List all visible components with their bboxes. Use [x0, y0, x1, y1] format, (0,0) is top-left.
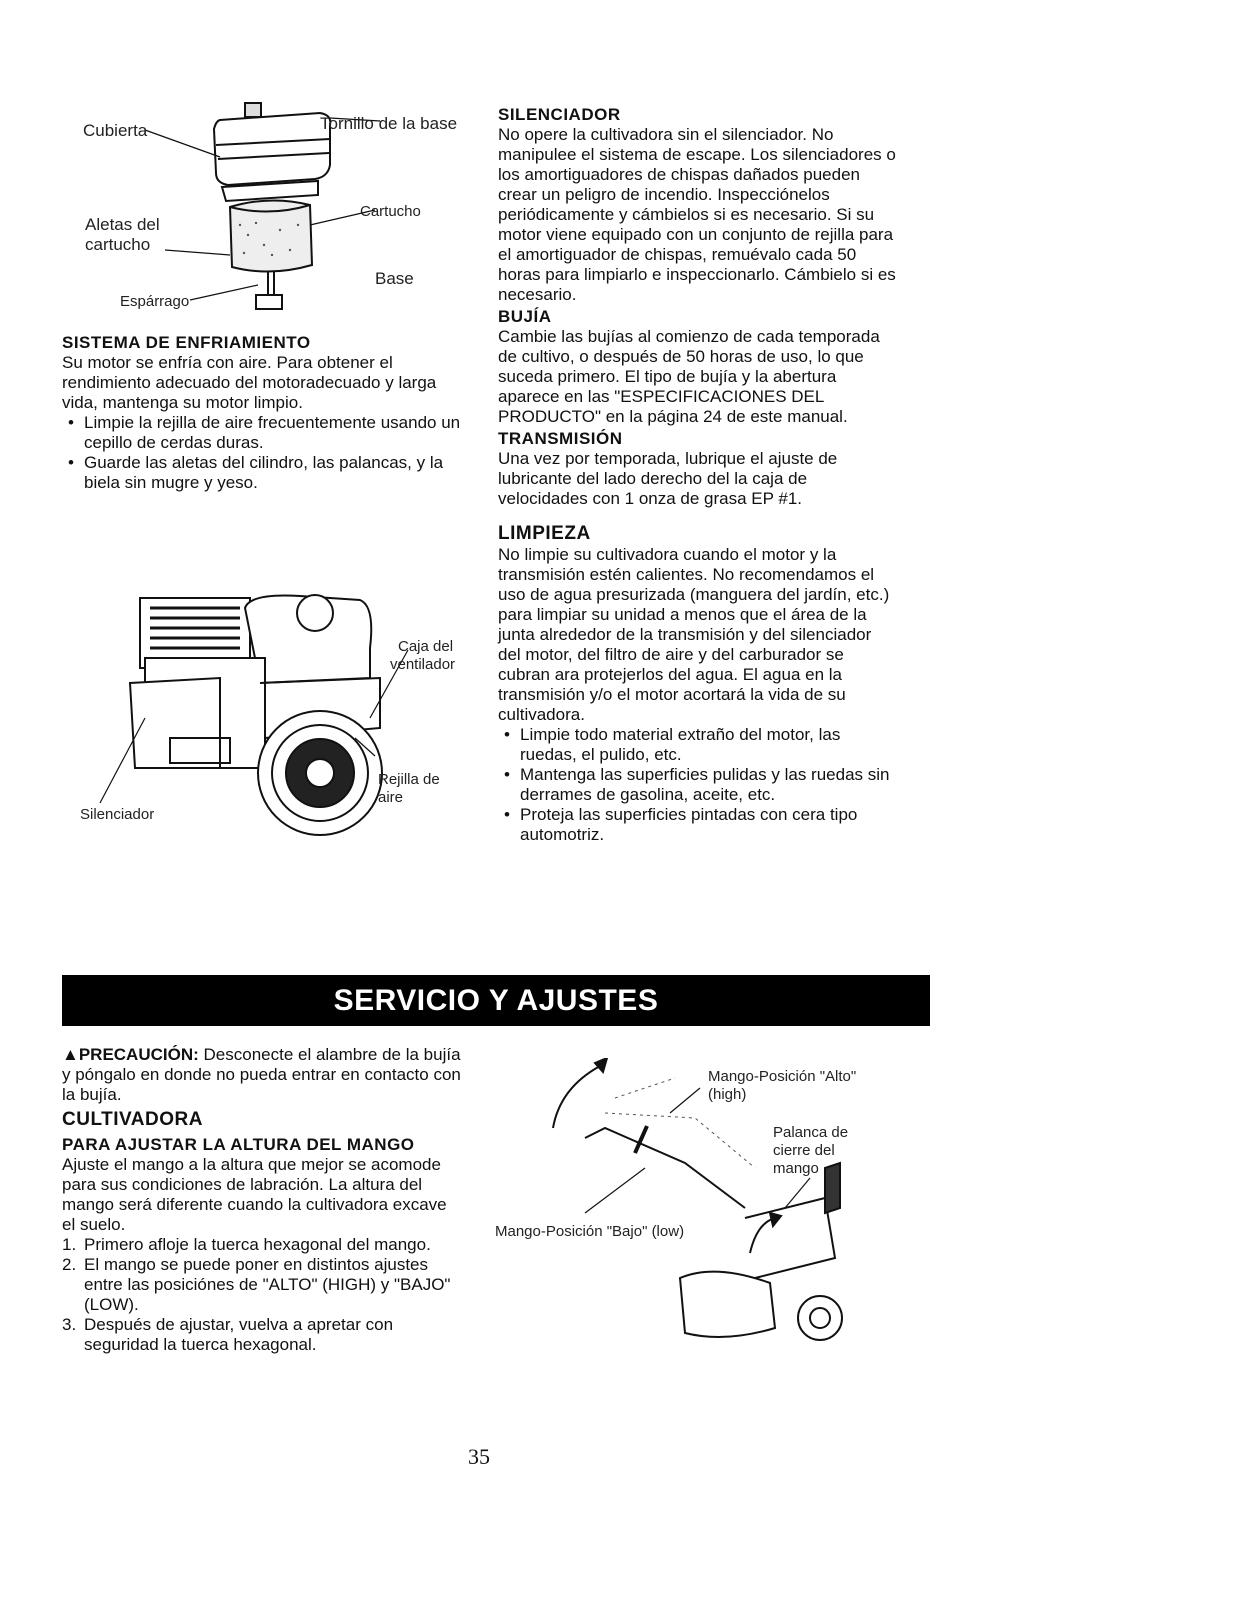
label-mango-bajo: Mango-Posición "Bajo" (low): [495, 1223, 685, 1240]
muffler-title: SILENCIADOR: [498, 105, 621, 124]
step-text: Primero afloje la tuerca hexagonal del mango.: [84, 1235, 431, 1254]
label-silenciador: Silenciador: [80, 806, 155, 823]
list-item: • Guarde las aletas del cilindro, las palancas, y la biela sin mugre y yeso.: [62, 453, 462, 493]
step-number: 2.: [62, 1255, 77, 1274]
cooling-title: SISTEMA DE ENFRIAMIENTO: [62, 333, 311, 352]
label-tornillo-de-la-base: Tornillo de la base: [320, 114, 458, 133]
label-base: Base: [375, 269, 414, 288]
engine-figure: [70, 588, 470, 848]
list-item: [62, 1315, 462, 1355]
step-number: 3.: [62, 1315, 77, 1334]
caution-label: PRECAUCIÓN:: [78, 1045, 199, 1064]
cleaning-title: LIMPIEZA: [498, 523, 591, 544]
label-aletas-del: Aletas del: [85, 215, 160, 234]
list-item: • Limpie la rejilla de aire frecuentemente usando un cepillo de cerdas duras.: [62, 413, 462, 453]
air-filter-figure: [80, 95, 480, 310]
handle-drawing: [495, 1058, 895, 1368]
step-text: El mango se puede poner en distintos ajustes entre las posiciónes de "ALTO" (HIGH) y "BAJO" (LOW).: [84, 1255, 451, 1314]
transmission-title: TRANSMISIÓN: [498, 429, 623, 448]
list-item: [62, 1255, 462, 1315]
cultivator-subtitle: PARA AJUSTAR LA ALTURA DEL MANGO: [62, 1135, 415, 1154]
list-item: • Proteja las superficies pintadas con cera tipo automotriz.: [498, 805, 898, 845]
handle-figure: [495, 1058, 895, 1368]
cooling-bullets: [62, 413, 462, 493]
page-number: 35: [468, 1444, 490, 1469]
muffler-body: No opere la cultivadora sin el silenciador. No manipulee el sistema de escape. Los silenciadores o los amortiguadores de chispas dañados pueden crear un peligro de incendio. Inspecciónelos periódicamente y cámbielos si es necesario. Si su motor viene equipado con un conjunto de rejilla para el amortiguador de chispas, remuévalo cada 50 horas para limpiarlo e inspeccionarlo. Cámbielo si es necesario.: [498, 125, 896, 304]
label-cartucho: Cartucho: [360, 203, 421, 220]
step-text: Después de ajustar, vuelva a apretar con seguridad la tuerca hexagonal.: [84, 1315, 394, 1354]
cleaning-body: No limpie su cultivadora cuando el motor y la transmisión estén calientes. No recomendamos el uso de agua presurizada (manguera del jardín, etc.) para limpiar su unidad a menos que el área de la junta alrededor de la transmisión y del silenciador del motor, del filtro de aire y del carburador se cubran ara protejerlos del agua. El agua en la transmisión y/o el motor acortará la vida de su cultivadora.: [498, 545, 890, 724]
section-banner: SERVICIO Y AJUSTES: [62, 975, 930, 1026]
list-item: • Limpie todo material extraño del motor, las ruedas, el pulido, etc.: [498, 725, 898, 765]
label-aire: aire: [378, 789, 404, 806]
cultivator-section: [62, 1045, 462, 1355]
spark-plug-body: Cambie las bujías al comienzo de cada temporada de cultivo, o después de 50 horas de uso, lo que suceda primero. El tipo de bujía y la abertura aparece en las "ESPECIFICACIONES DEL PRODUCTO" en la página 24 de este manual.: [498, 327, 880, 426]
right-column: [498, 105, 898, 845]
label-cubierta: Cubierta: [83, 121, 148, 140]
warning-icon: ▲: [62, 1045, 79, 1064]
list-item: [62, 1235, 462, 1255]
label-high: (high): [708, 1086, 747, 1103]
step-number: 1.: [62, 1235, 77, 1254]
cultivator-title: CULTIVADORA: [62, 1109, 203, 1130]
label-esparrago: Espárrago: [120, 293, 190, 310]
label-cierre-del: cierre del: [773, 1142, 835, 1159]
list-item: • Mantenga las superficies pulidas y las ruedas sin derrames de gasolina, aceite, etc.: [498, 765, 898, 805]
label-caja-del: Caja del: [398, 638, 454, 655]
cooling-body: Su motor se enfría con aire. Para obtener el rendimiento adecuado del motoradecuado y larga vida, mantenga su motor limpio.: [62, 353, 437, 412]
transmission-body: Una vez por temporada, lubrique el ajuste de lubricante del lado derecho del la caja de velocidades con 1 onza de grasa EP #1.: [498, 449, 838, 508]
cultivator-body: Ajuste el mango a la altura que mejor se acomode para sus condiciones de labración. La altura del mango será diferente cuando la cultivadora excave el suelo.: [62, 1155, 447, 1234]
label-mango-alto: Mango-Posición "Alto": [708, 1068, 857, 1085]
caution-paragraph: [62, 1045, 462, 1105]
label-ventilador: ventilador: [390, 656, 456, 673]
label-rejilla-de: Rejilla de: [378, 771, 440, 788]
label-mango: mango: [773, 1160, 819, 1177]
cultivator-steps: [62, 1235, 462, 1355]
cooling-section: [62, 333, 462, 493]
label-palanca-de: Palanca de: [773, 1124, 849, 1141]
cleaning-bullets: [498, 725, 898, 845]
caution-text: Desconecte el alambre de la bujía y póngalo en donde no pueda entrar en contacto con la bujía.: [62, 1045, 461, 1104]
spark-plug-title: BUJÍA: [498, 307, 552, 326]
label-cartucho-aletas: cartucho: [85, 235, 151, 254]
